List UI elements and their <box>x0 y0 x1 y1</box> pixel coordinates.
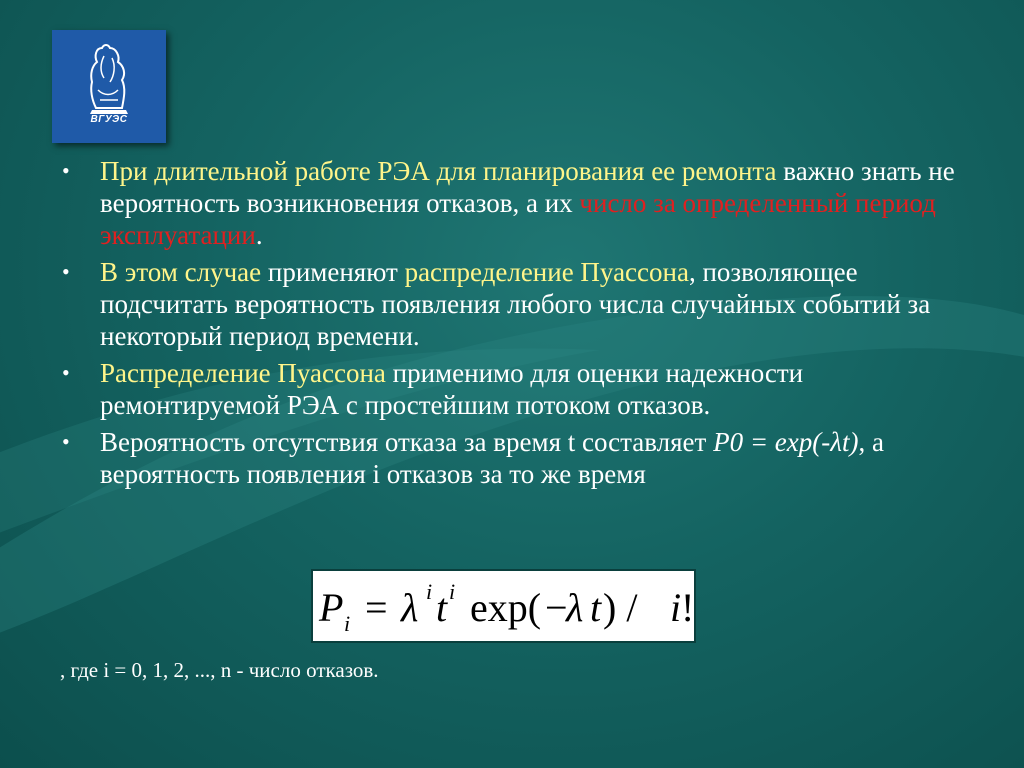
formula-lambda: λ <box>566 585 584 630</box>
formula-t: t <box>590 585 602 630</box>
formula-superscript: i <box>449 579 456 604</box>
list-item <box>62 426 962 490</box>
highlight-text: распределение Пуассона <box>404 257 689 287</box>
punctuation: . <box>255 220 263 250</box>
list-item <box>62 357 962 421</box>
body-text: Вероятность отсутствия отказа за время t составляет <box>100 427 707 457</box>
formula-i: i <box>670 585 682 630</box>
body-text: важно знать не вероятность возникновения отказов, а их <box>100 156 955 218</box>
bullet-icon: • <box>62 429 70 454</box>
bullet-icon: • <box>62 360 70 385</box>
formula-exp: exp( <box>470 585 542 630</box>
university-logo <box>52 30 166 143</box>
body-text: , а вероятность появления i отказов за то же время <box>100 427 884 489</box>
emphasis-text: число за определенный период эксплуатации <box>100 188 936 250</box>
formula-lhs: P <box>319 585 344 630</box>
bullet-icon: • <box>62 158 70 183</box>
highlight-text: Распределение Пуассона <box>100 358 386 388</box>
list-item <box>62 155 962 251</box>
formula-equals: = <box>365 585 388 630</box>
list-item <box>62 256 962 352</box>
logo-text: ВГУЭС <box>90 114 128 125</box>
highlight-text: При длительной работе РЭА для планирования ее ремонта <box>100 156 777 186</box>
formula-lambda: λ <box>401 585 419 630</box>
body-text: применимо для оценки надежности ремонтируемой РЭА с простейшим потоком отказов. <box>100 358 804 420</box>
formula-rest: ) / <box>603 585 648 630</box>
highlight-text: В этом случае <box>100 257 262 287</box>
formula-subscript: i <box>344 611 351 636</box>
footnote-text: , где i = 0, 1, 2, ..., n - число отказов. <box>60 658 379 682</box>
body-text: , позволяющее подсчитать вероятность появления любого числа случайных событий за некоторый период времени. <box>100 257 931 351</box>
formula-box <box>311 569 696 643</box>
bullet-icon: • <box>62 259 70 284</box>
formula-factorial: ! <box>681 585 694 630</box>
statue-icon <box>52 30 166 143</box>
bullet-list <box>62 155 962 495</box>
poisson-formula <box>313 571 694 641</box>
formula-minus: − <box>545 585 568 630</box>
formula-t: t <box>436 585 448 630</box>
formula-superscript: i <box>426 579 433 604</box>
body-text: применяют <box>267 257 398 287</box>
inline-formula: P0 = exp(-λt) <box>713 427 859 457</box>
